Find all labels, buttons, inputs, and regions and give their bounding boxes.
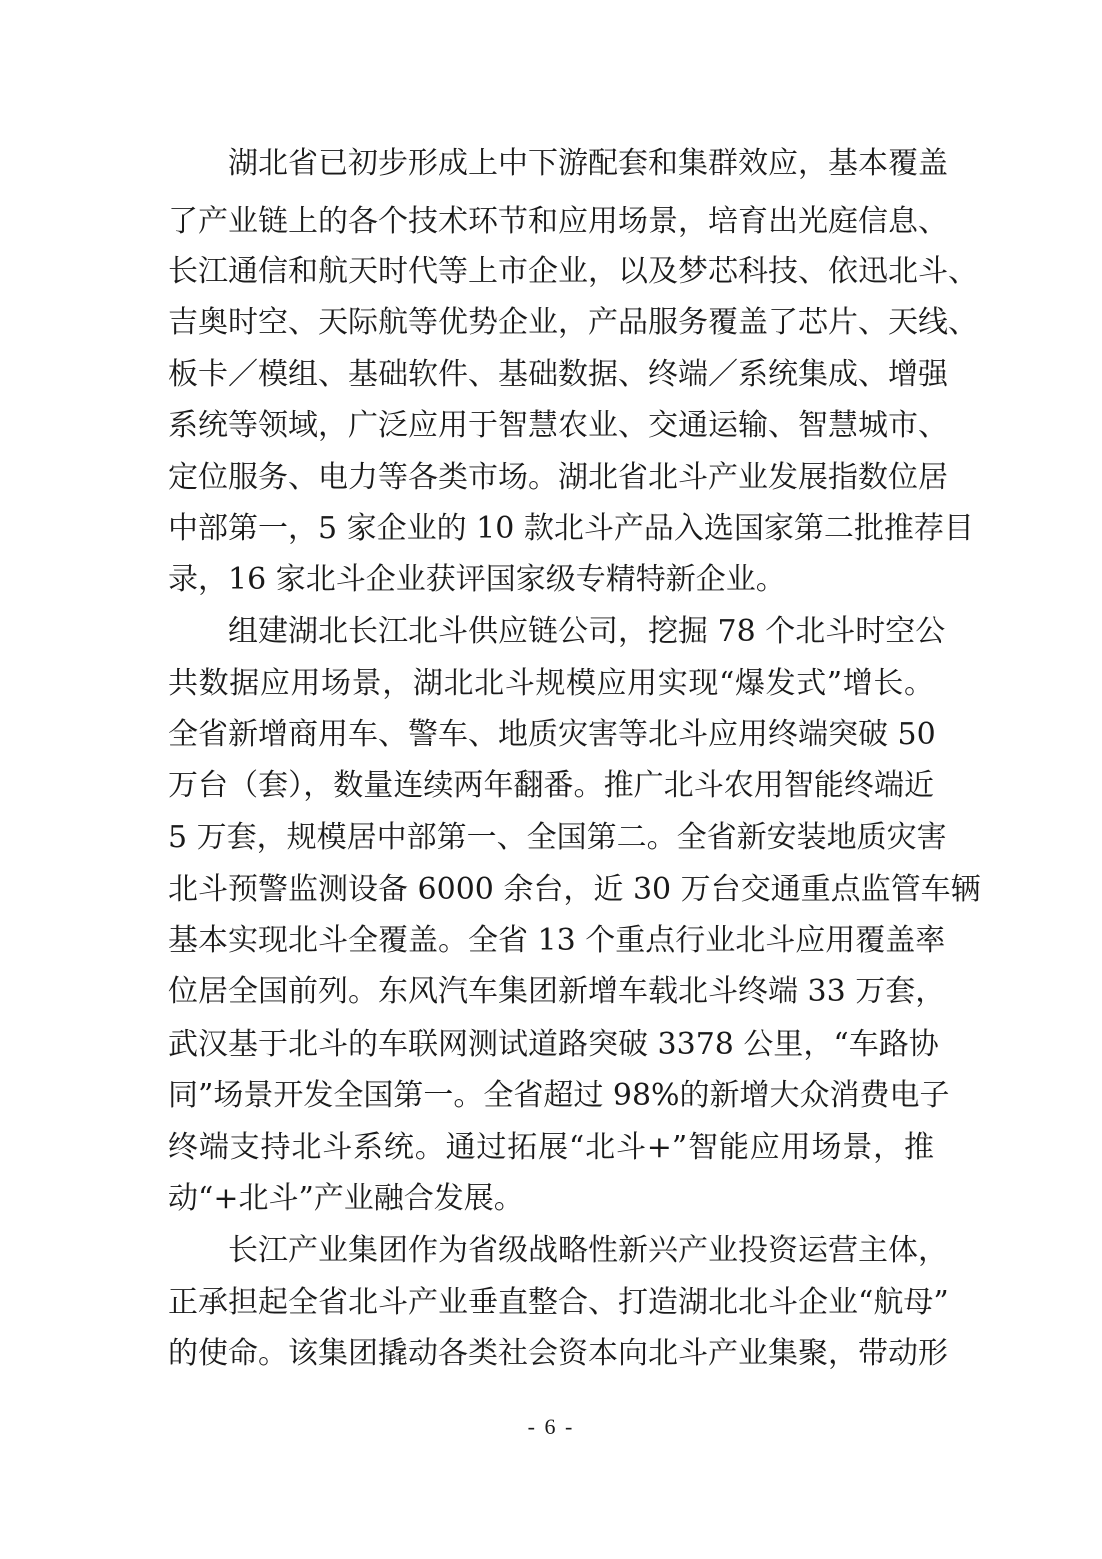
body-text-line: 定位服务、电力等各类市场。湖北省北斗产业发展指数位居 <box>168 460 948 495</box>
body-text-line: 正承担起全省北斗产业垂直整合、打造湖北北斗企业“航母” <box>168 1285 949 1320</box>
body-text-line: 共数据应用场景，湖北北斗规模应用实现“爆发式”增长。 <box>168 666 934 701</box>
body-text-line: 位居全国前列。东风汽车集团新增车载北斗终端 33 万套， <box>168 974 946 1009</box>
body-text-line: 吉奥时空、天际航等优势企业，产品服务覆盖了芯片、天线、 <box>168 305 978 340</box>
body-text-line: 万台（套），数量连续两年翻番。推广北斗农用智能终端近 <box>168 768 934 803</box>
body-text-line: 的使命。该集团撬动各类社会资本向北斗产业集聚，带动形 <box>168 1336 948 1371</box>
body-text-line: 基本实现北斗全覆盖。全省 13 个重点行业北斗应用覆盖率 <box>168 923 946 958</box>
body-text-line: 长江通信和航天时代等上市企业，以及梦芯科技、依迅北斗、 <box>168 254 978 289</box>
body-text-line: 系统等领域，广泛应用于智慧农业、交通运输、智慧城市、 <box>168 408 948 443</box>
body-text-line: 北斗预警监测设备 6000 余台，近 30 万台交通重点监管车辆 <box>168 872 981 907</box>
body-text-line: 中部第一，5 家企业的 10 款北斗产品入选国家第二批推荐目 <box>168 511 974 546</box>
body-text-line: 组建湖北长江北斗供应链公司，挖掘 78 个北斗时空公 <box>228 614 946 649</box>
body-text-line: 动“+北斗”产业融合发展。 <box>168 1181 524 1216</box>
body-text-line: 湖北省已初步形成上中下游配套和集群效应，基本覆盖 <box>228 146 948 181</box>
body-text-line: 录，16 家北斗企业获评国家级专精特新企业。 <box>168 562 786 597</box>
body-text-line: 全省新增商用车、警车、地质灾害等北斗应用终端突破 50 <box>168 717 936 752</box>
body-text-line: 板卡／模组、基础软件、基础数据、终端／系统集成、增强 <box>168 357 948 392</box>
body-text-line: 武汉基于北斗的车联网测试道路突破 3378 公里，“车路协 <box>168 1027 939 1062</box>
body-text-line: 5 万套，规模居中部第一、全国第二。全省新安装地质灾害 <box>168 820 947 855</box>
body-text-line: 长江产业集团作为省级战略性新兴产业投资运营主体， <box>228 1233 948 1268</box>
body-text-line: 终端支持北斗系统。通过拓展“北斗+”智能应用场景，推 <box>168 1130 934 1165</box>
body-text-line: 同”场景开发全国第一。全省超过 98%的新增大众消费电子 <box>168 1078 950 1113</box>
body-text-line: 了产业链上的各个技术环节和应用场景，培育出光庭信息、 <box>168 204 948 239</box>
page-number: - 6 - <box>527 1414 575 1439</box>
